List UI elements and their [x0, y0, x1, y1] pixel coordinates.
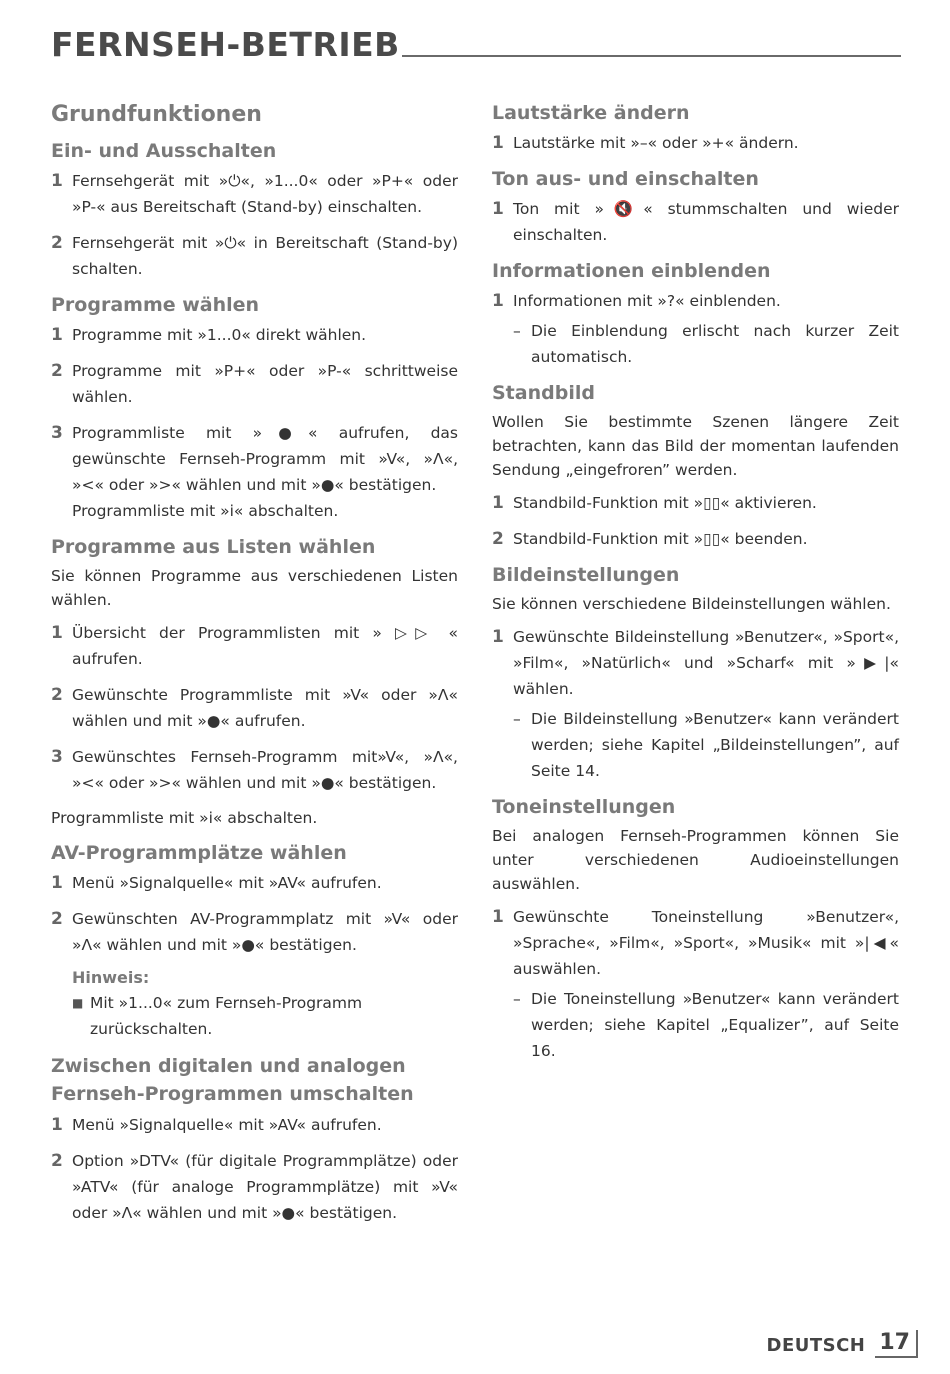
- step-text: Gewünschte Programmliste mit »V« oder »Λ« wählen und mit »●« aufrufen.: [72, 686, 458, 730]
- intro-text: Sie können verschiedene Bildeinstellungen wählen.: [492, 595, 891, 613]
- section-title: Grundfunktionen: [51, 102, 262, 127]
- subsection-title: Toneinstellungen: [492, 796, 676, 818]
- step-number: 1: [492, 627, 504, 647]
- step-text-group: [72, 420, 458, 524]
- subsection-title: Standbild: [492, 382, 595, 404]
- step: [51, 1148, 458, 1226]
- right-column: [492, 100, 899, 1074]
- step: [51, 744, 458, 796]
- step-text: Option »DTV« (für digitale Programmplätze) oder »ATV« (für analoge Programmplätze) mit »V« oder »Λ« wählen und mit »●« bestätigen.: [72, 1152, 458, 1222]
- page-header: [51, 22, 901, 62]
- step: [492, 526, 899, 552]
- step-text: Gewünschte Toneinstellung »Benutzer«, »Sprache«, »Film«, »Sport«, »Musik« mit »|◀« auswählen.: [513, 908, 899, 978]
- dash-text: Die Bildeinstellung »Benutzer« kann verändert werden; siehe Kapitel „Bildeinstellungen”, auf Seite 14.: [531, 710, 899, 780]
- step: [51, 870, 458, 896]
- step-text: Menü »Signalquelle« mit »AV« aufrufen.: [72, 874, 382, 892]
- step: [51, 682, 458, 734]
- step-number: 3: [51, 747, 63, 767]
- step-number: 1: [492, 291, 504, 311]
- note-title: Hinweis:: [72, 968, 150, 987]
- step-number: 1: [51, 325, 63, 345]
- step: [492, 490, 899, 516]
- step-number: 2: [51, 685, 63, 705]
- step-number: 1: [51, 171, 63, 191]
- step-text: Fernsehgerät mit »⏻« in Bereitschaft (Stand-by) schalten.: [72, 234, 458, 278]
- dash-bullet: –: [513, 990, 521, 1008]
- header-rule: [402, 55, 901, 57]
- dash-item: [492, 706, 899, 784]
- step-text: Programme mit »P+« oder »P-« schrittweise wählen.: [72, 362, 458, 406]
- intro-text: Bei analogen Fernseh-Programmen können Sie unter verschiedenen Audioeinstellungen auswählen.: [492, 827, 899, 893]
- step-text: Gewünschte Bildeinstellung »Benutzer«, »Sport«, »Film«, »Natürlich« und »Scharf« mit »▶|« wählen.: [513, 628, 899, 698]
- square-bullet-icon: ■: [72, 996, 84, 1010]
- step-number: 1: [492, 907, 504, 927]
- step-number: 2: [492, 529, 504, 549]
- step: [51, 420, 458, 524]
- step-number: 1: [51, 873, 63, 893]
- step-number: 2: [51, 361, 63, 381]
- step-number: 1: [51, 1115, 63, 1135]
- step: [492, 288, 899, 314]
- subsection-title: Ein- und Ausschalten: [51, 140, 277, 162]
- subsection-title: Programme aus Listen wählen: [51, 536, 376, 558]
- step-text: Übersicht der Programmlisten mit » ▷▷ « aufrufen.: [72, 624, 458, 668]
- step-text: Menü »Signalquelle« mit »AV« aufrufen.: [72, 1116, 382, 1134]
- step: [51, 358, 458, 410]
- step-number: 1: [492, 493, 504, 513]
- step-text: Gewünschtes Fernseh-Programm mit»V«, »Λ«, »<« oder »>« wählen und mit »●« bestätigen.: [72, 748, 458, 792]
- step-text: Gewünschten AV-Programmplatz mit »V« oder »Λ« wählen und mit »●« bestätigen.: [72, 910, 458, 954]
- page-footer: [767, 1330, 919, 1358]
- step: [51, 1112, 458, 1138]
- step-text: Informationen mit »?« einblenden.: [513, 292, 781, 310]
- step-text-secondary: Programmliste mit »i« abschalten.: [72, 502, 339, 520]
- page-title: FERNSEH-BETRIEB: [51, 25, 400, 64]
- step: [492, 624, 899, 702]
- subsection-title: AV-Programmplätze wählen: [51, 842, 347, 864]
- step-number: 2: [51, 1151, 63, 1171]
- dash-bullet: –: [513, 710, 521, 728]
- step-number: 2: [51, 909, 63, 929]
- note: [51, 990, 458, 1042]
- dash-bullet: –: [513, 322, 521, 340]
- step-number: 3: [51, 423, 63, 443]
- dash-item: [492, 986, 899, 1064]
- step: [51, 906, 458, 958]
- step: [51, 230, 458, 282]
- dash-text: Die Toneinstellung »Benutzer« kann verändert werden; siehe Kapitel „Equalizer”, auf Seite 16.: [531, 990, 899, 1060]
- subsection-title: Bildeinstellungen: [492, 564, 680, 586]
- note-text: Mit »1...0« zum Fernseh-Programm zurückschalten.: [90, 994, 363, 1038]
- step: [51, 322, 458, 348]
- step: [492, 904, 899, 982]
- dash-item: [492, 318, 899, 370]
- subsection-title: Informationen einblenden: [492, 260, 771, 282]
- step-text: Programme mit »1...0« direkt wählen.: [72, 326, 367, 344]
- step-text: Programmliste mit »●« aufrufen, das gewünschte Fernseh-Programm mit »V«, »Λ«, »<« oder »>« wählen und mit »●« bestätigen.: [72, 424, 458, 494]
- step-number: 1: [492, 199, 504, 219]
- step: [51, 620, 458, 672]
- intro-text: Sie können Programme aus verschiedenen Listen wählen.: [51, 567, 458, 609]
- step: [51, 168, 458, 220]
- subsection-title: Zwischen digitalen und analogen Fernseh-Programmen umschalten: [51, 1055, 414, 1105]
- dash-text: Die Einblendung erlischt nach kurzer Zeit automatisch.: [531, 322, 899, 366]
- intro-text: Wollen Sie bestimmte Szenen längere Zeit betrachten, kann das Bild der momentan laufenden Sendung „eingefroren” werden.: [492, 413, 899, 479]
- footer-language: DEUTSCH: [766, 1335, 866, 1356]
- step-text: Ton mit »🔇« stummschalten und wieder einschalten.: [513, 200, 899, 244]
- step-number: 2: [51, 233, 63, 253]
- step: [492, 196, 899, 248]
- subsection-title: Lautstärke ändern: [492, 102, 690, 124]
- subsection-title: Ton aus- und einschalten: [492, 168, 759, 190]
- step: [492, 130, 899, 156]
- step-text: Lautstärke mit »–« oder »+« ändern.: [513, 134, 799, 152]
- left-column: [51, 100, 458, 1236]
- step-text: Fernsehgerät mit »⏻«, »1...0« oder »P+« oder »P-« aus Bereitschaft (Stand-by) einschalten.: [72, 172, 458, 216]
- step-text: Standbild-Funktion mit »▯▯« beenden.: [513, 530, 808, 548]
- subsection-title: Programme wählen: [51, 294, 260, 316]
- step-number: 1: [492, 133, 504, 153]
- step-number: 1: [51, 623, 63, 643]
- outro-text: Programmliste mit »i« abschalten.: [51, 809, 318, 827]
- page-number: 17: [875, 1330, 918, 1358]
- step-text: Standbild-Funktion mit »▯▯« aktivieren.: [513, 494, 817, 512]
